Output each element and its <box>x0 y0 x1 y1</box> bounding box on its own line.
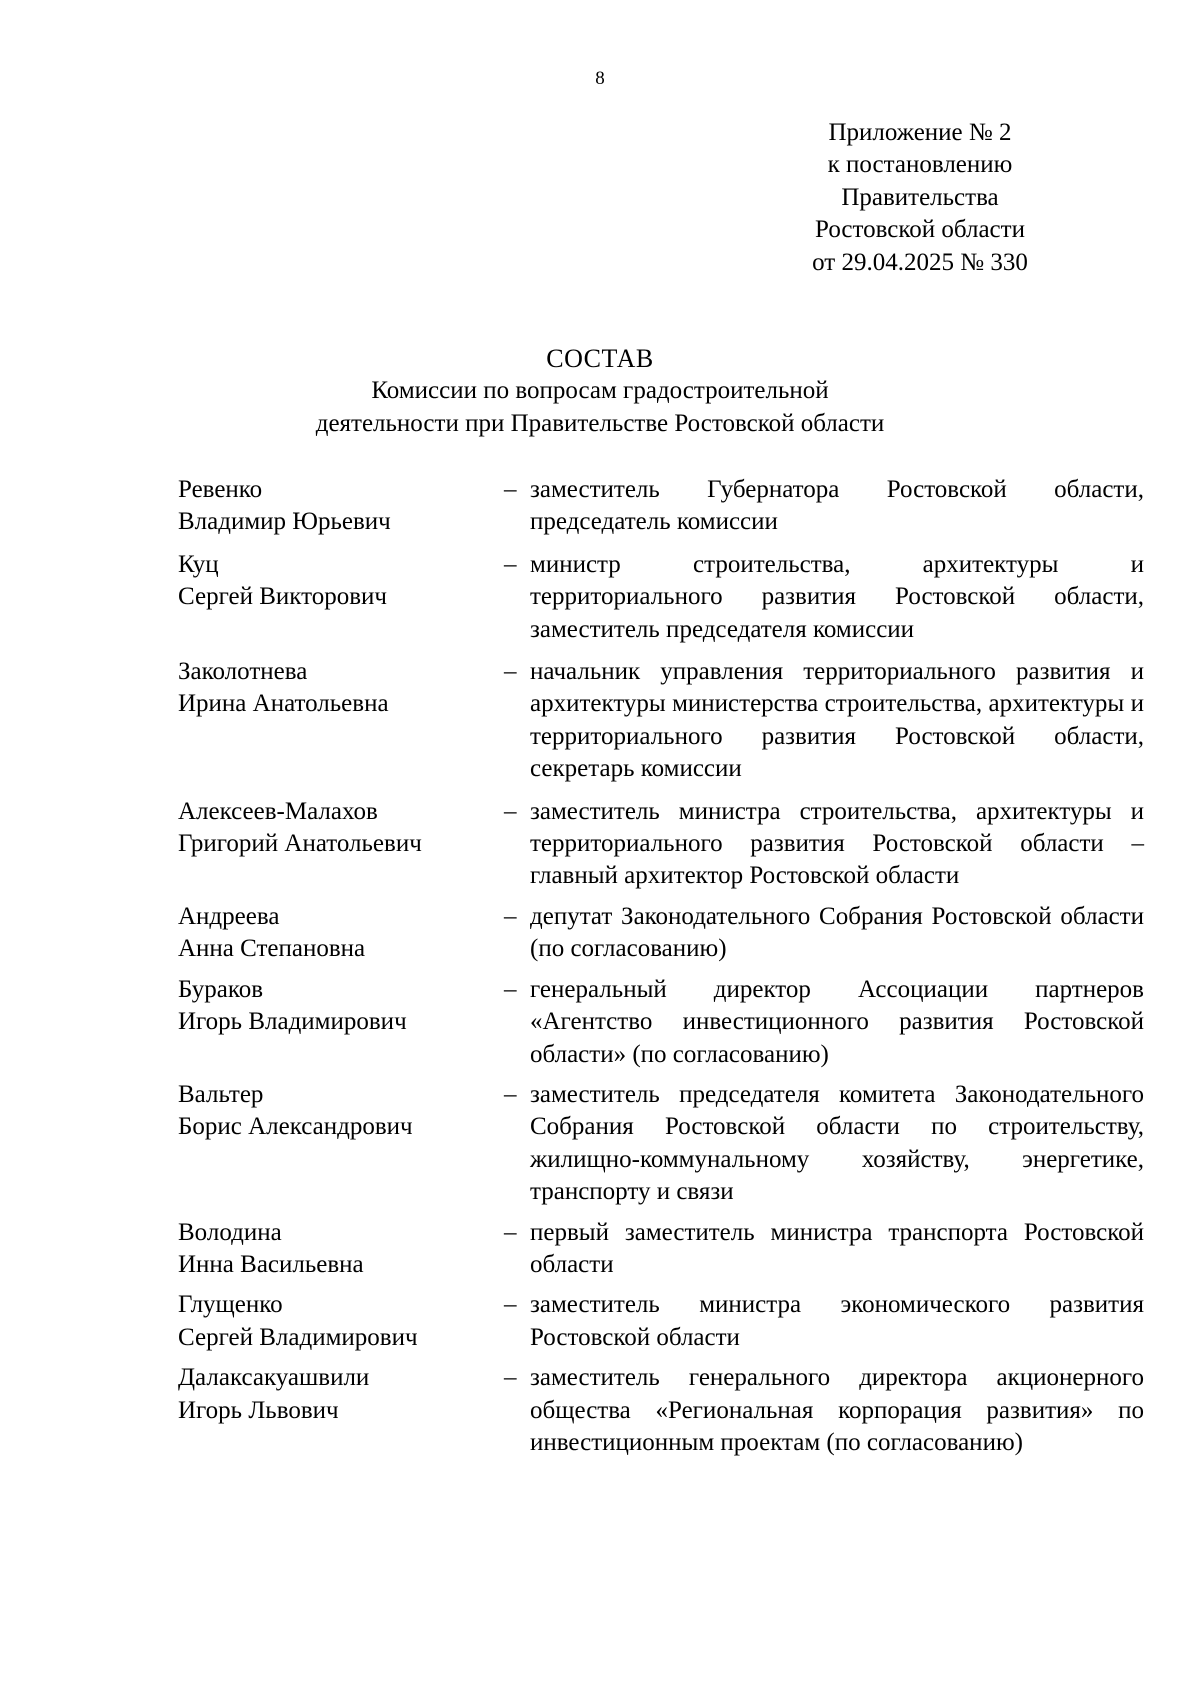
member-given-names: Инна Васильевна <box>178 1250 364 1278</box>
member-surname: Андреева <box>178 902 280 930</box>
member-entry <box>178 656 1144 786</box>
member-given-names: Анна Степановна <box>178 935 366 963</box>
appendix-line: Приложение № 2 <box>828 119 1012 146</box>
dash-separator: – <box>504 975 517 1003</box>
document-title: СОСТАВ <box>546 344 654 373</box>
member-role: заместитель председателя комитета Законодательного Собрания Ростовской области по строительству, жилищно-коммунальному хозяйству, энергетике, транспорту и связи <box>530 1080 1144 1206</box>
member-given-names: Сергей Викторович <box>178 583 387 611</box>
dash-separator: – <box>504 658 517 686</box>
member-name <box>178 474 504 539</box>
member-entry <box>178 1289 1144 1354</box>
member-role: генеральный директор Ассоциации партнеров «Агентство инвестиционного развития Ростовской области» (по согласованию) <box>530 975 1144 1068</box>
member-entry <box>178 974 1144 1071</box>
members-list <box>178 474 1144 1459</box>
member-name <box>178 1217 504 1282</box>
member-surname: Ревенко <box>178 476 263 503</box>
member-role: министр строительства, архитектуры и территориального развития Ростовской области, заместитель председателя комиссии <box>530 550 1144 643</box>
member-entry <box>178 796 1144 893</box>
member-name <box>178 656 504 786</box>
document-subtitle-line: деятельности при Правительстве Ростовской области <box>315 409 885 437</box>
member-given-names: Сергей Владимирович <box>178 1323 418 1351</box>
member-given-names: Игорь Владимирович <box>178 1008 407 1036</box>
member-given-names: Владимир Юрьевич <box>178 508 391 536</box>
member-role: начальник управления территориального развития и архитектуры министерства строительства, архитектуры и территориального развития Ростовской области, секретарь комиссии <box>530 658 1144 783</box>
dash-separator: – <box>504 1291 517 1319</box>
member-entry <box>178 474 1144 539</box>
member-surname: Алексеев-Малахов <box>178 797 378 825</box>
member-entry <box>178 1362 1144 1459</box>
member-entry <box>178 1217 1144 1282</box>
member-surname: Глущенко <box>178 1291 283 1319</box>
member-surname: Бураков <box>178 975 264 1003</box>
member-given-names: Борис Александрович <box>178 1113 413 1141</box>
appendix-block <box>780 117 1060 279</box>
appendix-line: к постановлению <box>827 151 1013 179</box>
member-name <box>178 1289 504 1354</box>
dash-separator: – <box>504 1218 517 1246</box>
dash-separator: – <box>504 902 517 930</box>
member-name <box>178 796 504 893</box>
member-role: заместитель генерального директора акционерного общества «Региональная корпорация развития» по инвестиционным проектам (по согласованию) <box>530 1364 1144 1456</box>
member-surname: Вальтер <box>178 1080 264 1108</box>
member-name <box>178 1362 504 1459</box>
member-role: заместитель министра экономического развития Ростовской области <box>530 1291 1144 1351</box>
member-name <box>178 974 504 1071</box>
page-number: 8 <box>595 68 605 89</box>
member-name <box>178 1079 504 1209</box>
member-surname: Куц <box>178 550 219 578</box>
document-subtitle-line: Комиссии по вопросам градостроительной <box>371 377 829 405</box>
document-heading <box>0 343 1200 440</box>
member-given-names: Ирина Анатольевна <box>178 690 389 718</box>
appendix-line: Ростовской области <box>815 216 1025 244</box>
member-given-names: Игорь Львович <box>178 1396 339 1424</box>
member-name <box>178 549 504 646</box>
dash-separator: – <box>504 1080 517 1108</box>
dash-separator: – <box>504 550 517 578</box>
member-entry <box>178 549 1144 646</box>
member-role: заместитель министра строительства, архитектуры и территориального развития Ростовской области – главный архитектор Ростовской области <box>530 797 1144 890</box>
member-given-names: Григорий Анатольевич <box>178 830 422 858</box>
member-entry <box>178 1079 1144 1209</box>
member-name <box>178 901 504 966</box>
member-surname: Далаксакуашвили <box>178 1364 370 1392</box>
member-entry <box>178 901 1144 966</box>
member-surname: Володина <box>178 1218 282 1246</box>
dash-separator: – <box>504 797 517 825</box>
dash-separator: – <box>504 476 517 503</box>
dash-separator: – <box>504 1364 517 1392</box>
member-surname: Заколотнева <box>178 658 308 686</box>
member-role: первый заместитель министра транспорта Ростовской области <box>530 1218 1144 1278</box>
appendix-line: Правительства <box>841 183 999 211</box>
appendix-line: от 29.04.2025 № 330 <box>812 248 1028 276</box>
member-role: депутат Законодательного Собрания Ростовской области (по согласованию) <box>530 902 1144 963</box>
member-role: заместитель Губернатора Ростовской области, председатель комиссии <box>530 476 1144 536</box>
